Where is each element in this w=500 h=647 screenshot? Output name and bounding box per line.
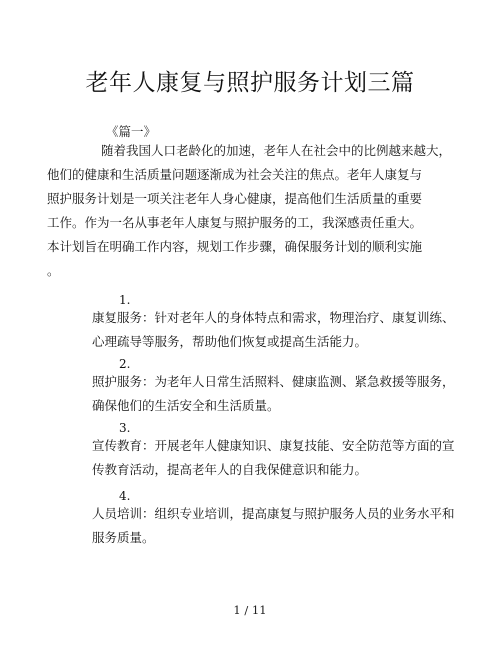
list-number: 3. <box>119 421 131 435</box>
intro-line: 。 <box>47 263 60 278</box>
list-number: 4. <box>119 489 131 503</box>
list-item <box>92 434 455 482</box>
list-item-line: 心理疏导等服务，帮助他们恢复或提高生活能力。 <box>92 334 368 349</box>
list-number: 2. <box>119 357 131 371</box>
intro-line: 他们的健康和生活质量问题逐渐成为社会关注的焦点。老年人康复与 <box>47 167 423 182</box>
list-item-line: 康复服务：针对老年人的身体特点和需求，物理治疗、康复训练、 <box>92 310 455 325</box>
intro-line: 本计划旨在明确工作内容，规划工作步骤，确保服务计划的顺利实施 <box>47 239 423 254</box>
page-indicator: 1 / 11 <box>233 603 267 617</box>
intro-line: 照护服务计划是一项关注老年人身心健康，提高他们生活质量的重要 <box>47 191 423 206</box>
list-item <box>92 502 455 550</box>
list-item <box>92 370 455 418</box>
intro-paragraph <box>47 139 452 283</box>
list-item-line: 服务质量。 <box>92 530 155 545</box>
list-number: 1. <box>119 293 131 307</box>
list-item <box>92 306 455 354</box>
intro-line: 随着我国人口老龄化的加速，老年人在社会中的比例越来越大， <box>101 143 452 158</box>
document-title: 老年人康复与照护服务计划三篇 <box>85 70 415 96</box>
list-item-line: 确保他们的生活安全和生活质量。 <box>92 398 280 413</box>
list-item-line: 人员培训：组织专业培训，提高康复与照护服务人员的业务水平和 <box>92 506 455 521</box>
list-item-line: 传教育活动，提高老年人的自我保健意识和能力。 <box>92 462 368 477</box>
intro-line: 工作。作为一名从事老年人康复与照护服务的工，我深感责任重大。 <box>47 215 423 230</box>
section-label: 《篇一》 <box>106 124 157 139</box>
list-item-line: 照护服务：为老年人日常生活照料、健康监测、紧急救援等服务， <box>92 374 455 389</box>
list-item-line: 宣传教育：开展老年人健康知识、康复技能、安全防范等方面的宣 <box>92 438 455 453</box>
